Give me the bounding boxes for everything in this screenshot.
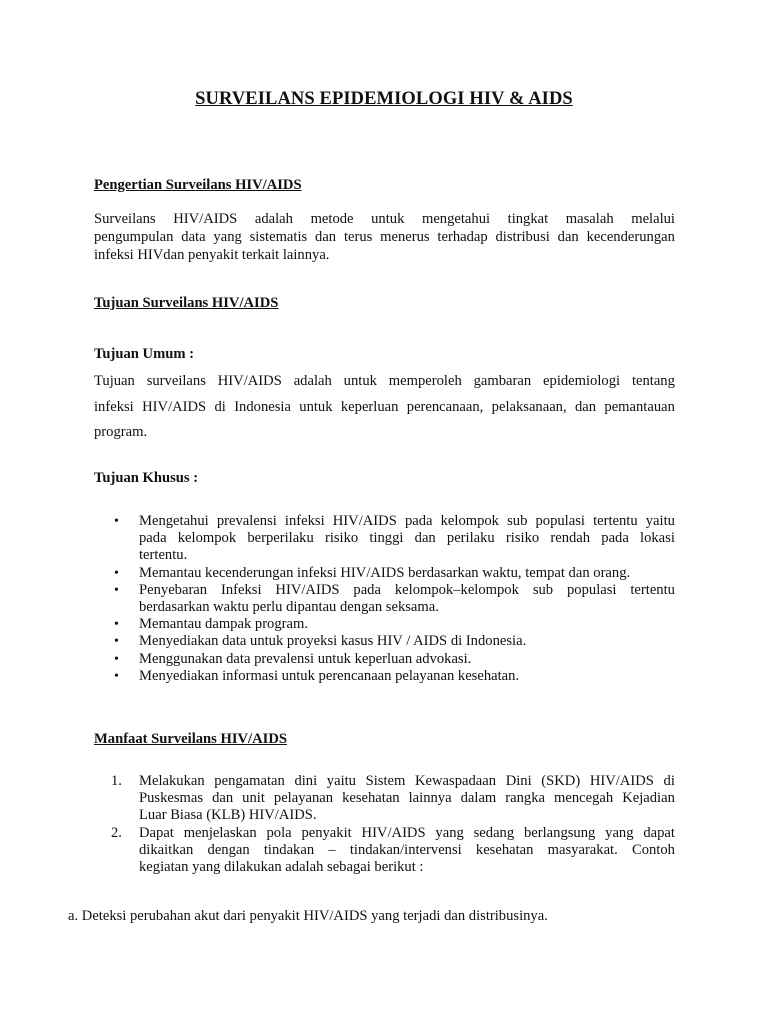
word: Dapat — [139, 824, 174, 841]
word: kecenderungan — [586, 229, 675, 245]
word: yaitu — [645, 513, 675, 529]
tujuan-umum-line-1 — [94, 369, 675, 395]
word: pada — [601, 530, 629, 547]
bullet-line: Memantau dampak program. — [139, 616, 308, 633]
word: HIV/AIDS — [173, 211, 238, 227]
word: mencegah — [554, 790, 614, 807]
tujuan-khusus-list — [94, 513, 675, 685]
word: memperoleh — [388, 373, 462, 389]
list-number: 1. — [111, 773, 122, 789]
word: data — [181, 229, 206, 245]
bullet-icon: • — [114, 668, 119, 684]
bullet-icon: • — [114, 582, 119, 598]
word: metode — [310, 211, 354, 227]
word: terhadap — [437, 229, 488, 245]
word: sedang — [473, 824, 515, 841]
tujuan-khusus-item — [94, 565, 675, 582]
word: perilaku — [446, 530, 495, 547]
word: yang — [435, 824, 464, 841]
word: Dini — [505, 773, 532, 789]
word: HIV/AIDS — [217, 373, 282, 389]
pengertian-line-2 — [94, 228, 675, 246]
word: menjelaskan — [183, 824, 257, 841]
word: dengan — [207, 841, 250, 858]
word: sub — [507, 513, 528, 529]
bullet-line — [139, 582, 675, 599]
bullet-icon: • — [114, 634, 119, 650]
word: dan — [557, 229, 579, 245]
tujuan-khusus-item — [94, 616, 675, 633]
heading-manfaat: Manfaat Surveilans HIV/AIDS — [94, 731, 287, 747]
bullet-line: Menyediakan data untuk proyeksi kasus HIV / AIDS di Indonesia. — [139, 633, 527, 650]
heading-tujuan: Tujuan Surveilans HIV/AIDS — [94, 295, 279, 311]
word: HIV/AIDS — [275, 581, 340, 598]
word: yaitu — [326, 773, 356, 789]
word: di — [214, 398, 226, 415]
word: risiko — [324, 530, 359, 547]
word: yang — [213, 229, 242, 245]
word: infeksi — [284, 513, 325, 529]
word: berperilaku — [247, 530, 314, 547]
manfaat-line — [139, 825, 675, 842]
word: lokasi — [640, 530, 675, 547]
word: populasi — [567, 581, 617, 598]
word: berlangsung — [523, 824, 596, 841]
word: Infeksi — [220, 581, 262, 598]
bullet-line — [139, 513, 675, 530]
bullet-line: tertentu. — [139, 547, 188, 564]
word: Puskesmas — [139, 790, 204, 807]
word: pada — [139, 530, 167, 547]
word: gambaran — [473, 373, 532, 389]
bullet-line: Memantau kecenderungan infeksi HIV/AIDS berdasarkan waktu, tempat dan orang. — [139, 564, 631, 581]
word: Kejadian — [622, 790, 675, 807]
paragraph-pengertian — [94, 210, 675, 264]
word: distribusi — [495, 229, 550, 245]
bullet-icon: • — [114, 617, 119, 633]
page-title: SURVEILANS EPIDEMIOLOGI HIV & AIDS — [195, 89, 573, 109]
word: dan — [414, 530, 436, 547]
word: sub — [532, 581, 554, 598]
word: melalui — [631, 211, 675, 227]
word: – — [328, 841, 336, 858]
tujuan-khusus-item — [94, 633, 675, 650]
manfaat-line: kegiatan yang dilakukan adalah sebagai berikut : — [139, 859, 424, 876]
bullet-icon: • — [114, 651, 119, 667]
word: dan — [315, 229, 337, 245]
word: dapat — [643, 824, 675, 841]
bullet-icon: • — [114, 565, 119, 581]
word: rendah — [550, 530, 591, 547]
word: Penyebaran — [139, 581, 208, 598]
word: HIV/AIDS — [361, 824, 426, 841]
word: epidemiologi — [543, 373, 621, 389]
word: pemantauan — [604, 398, 675, 415]
tujuan-umum-line-2 — [94, 395, 675, 421]
word: penyakit — [301, 824, 352, 841]
word: untuk — [343, 373, 377, 389]
bullet-line: Menyediakan informasi untuk perencanaan pelayanan kesehatan. — [139, 667, 520, 684]
word: rangka — [505, 790, 546, 807]
word: HIV/AIDS — [589, 773, 654, 789]
word: surveilans — [146, 373, 206, 389]
word: infeksi — [94, 398, 134, 415]
word: prevalensi — [216, 513, 277, 529]
word: dalam — [460, 790, 497, 807]
word: Tujuan — [94, 373, 135, 389]
word: pengamatan — [214, 773, 285, 789]
word: HIV/AIDS — [142, 398, 207, 415]
heading-pengertian: Pengertian Surveilans HIV/AIDS — [94, 177, 302, 193]
word: pada — [404, 513, 433, 529]
word: kelompok — [177, 530, 237, 547]
paragraph-tujuan-umum — [94, 369, 675, 446]
word: pelaksanaan, — [491, 398, 567, 415]
word: kelompok — [440, 513, 499, 529]
label-tujuan-umum: Tujuan Umum : — [94, 346, 195, 362]
tujuan-khusus-item — [94, 513, 675, 565]
word: adalah — [293, 373, 332, 389]
word: dikaitkan — [139, 841, 194, 858]
word: Mengetahui — [139, 513, 209, 529]
bullet-icon: • — [114, 514, 119, 529]
manfaat-line — [139, 842, 675, 859]
word: risiko — [505, 530, 540, 547]
word: Melakukan — [139, 773, 205, 789]
word: tertentu — [630, 581, 675, 598]
pengertian-line-3: infeksi HIVdan penyakit terkait lainnya. — [94, 247, 330, 263]
word: Kewaspadaan — [415, 773, 497, 789]
word: kesehatan — [475, 841, 534, 858]
word: Surveilans — [94, 211, 156, 227]
label-tujuan-khusus: Tujuan Khusus : — [94, 470, 199, 486]
word: adalah — [254, 211, 293, 227]
word: pola — [266, 824, 292, 841]
word: masyarakat. — [547, 841, 618, 858]
word: di — [663, 773, 675, 789]
word: tindakan — [263, 841, 315, 858]
word: pada — [353, 581, 381, 598]
word: Indonesia — [234, 398, 291, 415]
word: Contoh — [631, 841, 675, 858]
word: tinggi — [369, 530, 404, 547]
manfaat-sub-item-a: a. Deteksi perubahan akut dari penyakit HIV/AIDS yang terjadi dan distribusinya. — [68, 908, 548, 924]
word: pengumpulan — [94, 229, 174, 245]
word: masalah — [565, 211, 614, 227]
word: tingkat — [507, 211, 549, 227]
word: dini — [294, 773, 318, 789]
tujuan-khusus-item — [94, 582, 675, 616]
list-number: 2. — [111, 824, 122, 841]
manfaat-item — [94, 825, 675, 877]
word: dan — [574, 398, 597, 415]
word: pelayanan — [273, 790, 334, 807]
word: populasi — [535, 513, 585, 529]
word: untuk — [299, 398, 333, 415]
pengertian-line-1 — [94, 210, 675, 228]
word: kelompok–kelompok — [394, 581, 519, 598]
word: Sistem — [365, 773, 406, 789]
word: mengetahui — [421, 211, 491, 227]
word: sistematis — [249, 229, 308, 245]
word: tertentu — [593, 513, 638, 529]
word: dan — [212, 790, 234, 807]
word: HIV/AIDS — [332, 513, 397, 529]
manfaat-item — [94, 773, 675, 825]
manfaat-line — [139, 790, 675, 807]
word: terus — [343, 229, 373, 245]
word: kesehatan — [342, 790, 400, 807]
tujuan-khusus-item — [94, 668, 675, 685]
word: unit — [242, 790, 265, 807]
word: lainnya — [408, 790, 452, 807]
bullet-line — [139, 530, 675, 547]
word: menerus — [380, 229, 430, 245]
manfaat-line — [139, 773, 675, 790]
word: yang — [605, 824, 634, 841]
manfaat-list — [94, 773, 675, 876]
bullet-line: berdasarkan waktu perlu dipantau dengan seksama. — [139, 599, 439, 616]
bullet-line: Menggunakan data prevalensi untuk keperluan advokasi. — [139, 650, 472, 667]
manfaat-line: Luar Biasa (KLB) HIV/AIDS. — [139, 807, 317, 824]
word: keperluan — [340, 398, 399, 415]
word: tindakan/intervensi — [349, 841, 462, 858]
tujuan-umum-line-3: program. — [94, 424, 148, 440]
word: (SKD) — [541, 773, 581, 789]
word: untuk — [371, 211, 405, 227]
word: tentang — [631, 373, 675, 389]
word: perencanaan, — [406, 398, 484, 415]
tujuan-khusus-item — [94, 651, 675, 668]
